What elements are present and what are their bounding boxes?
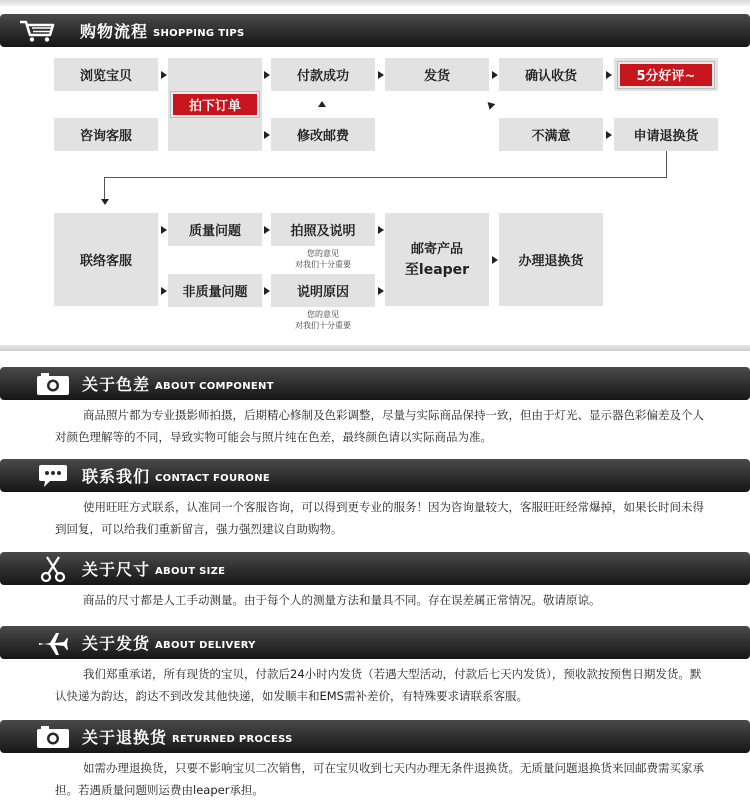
section-subtitle: SHOPPING TIPS: [153, 27, 245, 39]
section-subtitle: ABOUT DELIVERY: [155, 639, 256, 651]
section-title: 关于发货: [82, 634, 151, 653]
flow-step-photo-explain: 拍照及说明: [271, 213, 375, 246]
flow-step-quality-issue: 质量问题: [168, 213, 262, 246]
flow-step-consult: 咨询客服: [54, 118, 158, 151]
section-body-color: 商品照片都为专业摄影师拍摄，后期精心修制及色彩调整，尽量与实际商品保持一致，但由于灯光、显示器色彩偏差及个人对颜色理解等的不同，导致实物可能会与照片纯在色差，最终颜色请以实际商品为准。: [55, 408, 704, 444]
note-text: 您的意见 对我们十分重要: [295, 249, 351, 269]
flow-step-order: 拍下订单: [171, 92, 259, 117]
arrow-right-icon: [161, 287, 167, 295]
arrow-right-icon: [378, 71, 384, 79]
section-title: 关于退换货: [82, 728, 168, 747]
section-title: 购物流程: [80, 22, 149, 41]
section-subtitle: ABOUT COMPONENT: [155, 380, 274, 392]
arrow-right-icon: [606, 131, 612, 139]
arrow-up-left-icon: [485, 99, 496, 110]
flow-step-confirm: 确认收货: [499, 58, 603, 91]
arrow-right-icon: [264, 287, 270, 295]
connector-line: [666, 151, 667, 178]
arrow-up-icon: [318, 101, 326, 107]
section-header-color: [0, 367, 750, 400]
section-header-contact: [0, 459, 750, 492]
flow-step-explain-reason: 说明原因: [271, 274, 375, 307]
section-subtitle: CONTACT FOURONE: [155, 472, 271, 484]
section-body-size: 商品的尺寸都是人工手动测量。由于每个人的测量方法和量具不同。存在误差属正常情况。敬请原谅。: [83, 593, 601, 607]
arrow-right-icon: [264, 131, 270, 139]
shopping-tips-header: [0, 14, 750, 47]
section-header-size: [0, 552, 750, 585]
arrow-right-icon: [492, 256, 498, 264]
flow-step-browse: 浏览宝贝: [54, 58, 158, 91]
camera-icon: [30, 720, 76, 753]
shopping-cart-icon: [0, 14, 74, 47]
arrow-down-icon: [101, 199, 109, 205]
flow-step-order-column: [168, 58, 262, 151]
flow-step-rate-wrap: [614, 58, 718, 91]
section-header-delivery: [0, 626, 750, 659]
flow-step-process-return: 办理退换货: [499, 213, 603, 306]
connector-line: [104, 177, 105, 199]
chat-bubble-icon: [30, 459, 76, 492]
flow-step-rate: 5分好评~: [618, 62, 714, 88]
section-subtitle: ABOUT SIZE: [155, 565, 226, 577]
flow-step-apply-return: 申请退换货: [614, 118, 718, 151]
section-divider: [0, 345, 750, 351]
arrow-right-icon: [378, 226, 384, 234]
arrow-right-icon: [264, 226, 270, 234]
arrow-right-icon: [264, 71, 270, 79]
airplane-icon: [30, 626, 76, 659]
section-title: 关于色差: [82, 375, 151, 394]
flow-step-contact-service: 联络客服: [54, 213, 158, 306]
section-body-returns: 如需办理退换货，只要不影响宝贝二次销售，可在宝贝收到七天内办理无条件退换货。无质量问题退换货来回邮费需买家承担。若遇质量问题则运费由leaper承担。: [55, 761, 704, 797]
section-body-contact: 使用旺旺方式联系，认准同一个客服咨询，可以得到更专业的服务！因为咨询量较大，客服旺旺经常爆掉，如果长时间未得到回复，可以给我们重新留言，强力强烈建议自助购物。: [55, 500, 704, 536]
arrow-right-icon: [492, 71, 498, 79]
section-title: 关于尺寸: [82, 560, 151, 579]
arrow-right-icon: [378, 287, 384, 295]
flow-step-pay: 付款成功: [271, 58, 375, 91]
flow-step-unsatisfied: 不满意: [499, 118, 603, 151]
flow-step-mail-product: 邮寄产品 至leaper: [385, 213, 489, 306]
flow-step-non-quality-issue: 非质量问题: [168, 274, 262, 307]
camera-icon: [30, 367, 76, 400]
scissors-icon: [30, 552, 76, 585]
flow-step-modify-postage: 修改邮费: [271, 118, 375, 151]
note-text: 您的意见 对我们十分重要: [295, 310, 351, 330]
arrow-right-icon: [161, 71, 167, 79]
flow-step-ship: 发货: [385, 58, 489, 91]
section-subtitle: RETURNED PROCESS: [172, 733, 293, 745]
top-divider: [0, 0, 750, 6]
section-title: 联系我们: [82, 467, 151, 486]
section-body-delivery: 我们郑重承诺，所有现货的宝贝，付款后24小时内发货（若遇大型活动，付款后七天内发货），预收款按预售日期发货。默认快递为韵达，韵达不到改发其他快递，如发顺丰和EMS需补差价，有特殊要求请联系客服。: [55, 667, 702, 703]
connector-line: [104, 177, 667, 178]
arrow-right-icon: [606, 71, 612, 79]
section-header-returns: [0, 720, 750, 753]
arrow-right-icon: [161, 226, 167, 234]
